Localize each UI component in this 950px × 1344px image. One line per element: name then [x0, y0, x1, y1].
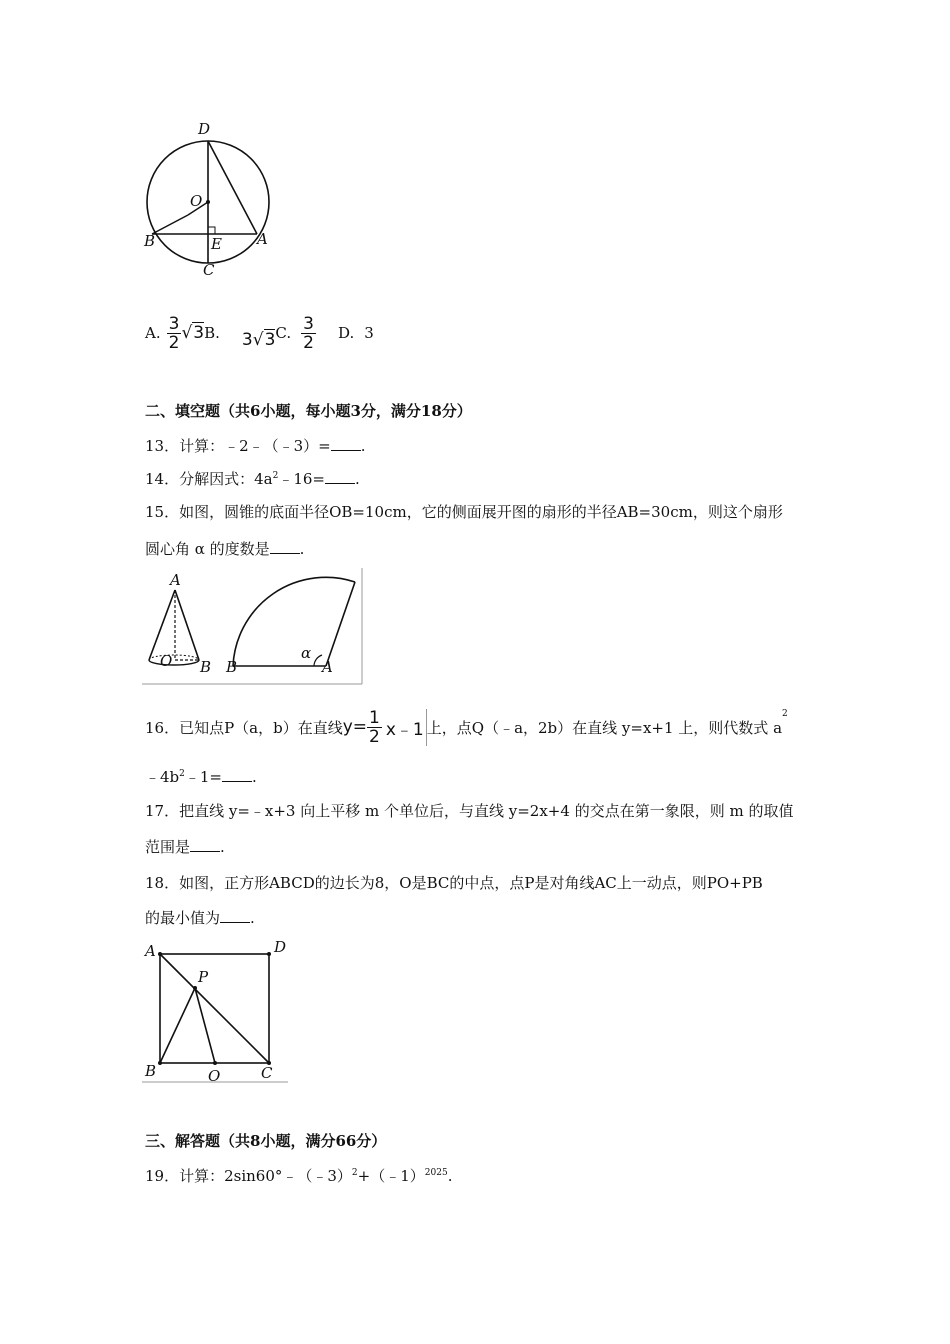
- q19-end: .: [447, 1167, 453, 1185]
- label-E: E: [211, 235, 222, 253]
- question-13: [145, 436, 366, 456]
- option-a-fraction: [167, 315, 182, 352]
- square-label-C: C: [261, 1064, 273, 1082]
- question-17-line2: [145, 837, 225, 857]
- option-b-value: 3√3: [241, 330, 276, 350]
- q12-options: [145, 312, 374, 354]
- label-C: C: [203, 261, 215, 279]
- q16-line2-post: ﹣1=: [184, 768, 223, 786]
- q16-mid: 上，点Q（﹣a，2b）在直线 y=x+1 上，则代数式 a: [426, 718, 783, 737]
- option-a-numerator: 3: [168, 313, 180, 334]
- q19-pre: 19．计算：2sin60°﹣（﹣3）: [145, 1167, 352, 1185]
- q19-sup1: 2: [351, 1168, 358, 1178]
- q15-blank: [270, 539, 300, 554]
- label-O: O: [190, 192, 203, 210]
- q19-sup2: 2025: [424, 1168, 448, 1178]
- q13-end: .: [360, 437, 366, 455]
- square-label-A: A: [145, 942, 156, 960]
- square-label-P: P: [198, 968, 209, 986]
- q19-mid: +（﹣1）: [357, 1167, 425, 1185]
- option-a-denominator: 2: [168, 332, 180, 353]
- q17-line2-text: 范围是: [145, 838, 191, 856]
- sector-label-alpha: α: [301, 644, 312, 662]
- square-label-B: B: [145, 1062, 157, 1080]
- q16-blank: [222, 767, 252, 782]
- cone-label-B: B: [200, 658, 212, 676]
- section3-heading: 三、解答题（共8小题，满分66分）: [145, 1132, 387, 1150]
- q16-pre: 16．已知点P（a，b）在直线: [145, 718, 343, 737]
- q18-end: .: [250, 909, 255, 927]
- q16-equation: [343, 709, 427, 746]
- q15-end: .: [299, 540, 305, 558]
- cone-label-A: A: [170, 571, 181, 589]
- option-a-radicand: 3: [193, 323, 205, 343]
- q13-text: 13．计算：﹣2﹣（﹣3）=: [145, 437, 331, 455]
- cone-sector-figure: [142, 568, 364, 686]
- option-c-numerator: 3: [303, 313, 314, 334]
- label-D: D: [198, 120, 211, 138]
- q16-sup2: 2: [179, 769, 185, 779]
- q16-line2-pre: ﹣4b: [145, 768, 180, 786]
- q16-eq-den: 2: [369, 726, 380, 747]
- q14-blank: [325, 469, 355, 484]
- q16-eq-num: 1: [369, 707, 380, 728]
- question-18-line1: 18．如图，正方形ABCD的边长为8，O是BC的中点，点P是对角线AC上一动点，则PO+PB: [145, 874, 763, 892]
- q14-sup: 2: [272, 471, 279, 481]
- option-c-label: C.: [275, 324, 292, 342]
- sector-label-B: B: [226, 658, 238, 676]
- question-16-line1: 16．已知点P（a，b）在直线 y= $\frac{1}{2}$ x﹣1 上，点Q（﹣a，2b）在直线 y=x+1 上，则代数式 a 2: [145, 707, 788, 747]
- q15-line2-text: 圆心角 α 的度数是: [145, 540, 270, 558]
- square-label-D: D: [274, 938, 287, 956]
- option-d-label: D.: [337, 324, 355, 342]
- label-A: A: [257, 230, 268, 248]
- question-19: [145, 1166, 452, 1186]
- q17-blank: [190, 837, 220, 852]
- question-17-line1: 17．把直线 y=﹣x+3 向上平移 m 个单位后，与直线 y=2x+4 的交点在第一象限，则 m 的取值: [145, 802, 794, 820]
- section2-heading: 二、填空题（共6小题，每小题3分，满分18分）: [145, 402, 472, 420]
- question-15-line1: 15．如图，圆锥的底面半径OB=10cm，它的侧面展开图的扇形的半径AB=30cm，则这个扇形: [145, 503, 783, 521]
- option-a-radical: √3: [181, 323, 205, 343]
- option-b-radicand: 3: [264, 330, 276, 350]
- question-14: [145, 469, 360, 489]
- q16-eq-tail: x﹣1: [385, 719, 424, 740]
- cone-label-O: O: [160, 652, 173, 670]
- square-label-O: O: [208, 1067, 221, 1084]
- circle-figure: [140, 118, 280, 283]
- sector-label-A: A: [322, 658, 333, 676]
- question-15-line2: [145, 539, 304, 559]
- q16-eq-fraction: [367, 709, 382, 746]
- option-a-label: A.: [145, 324, 161, 342]
- option-c-fraction: [301, 315, 316, 352]
- question-16-line2: [145, 767, 257, 787]
- option-d-value: 3: [364, 324, 374, 342]
- option-b-coef: 3: [241, 330, 253, 350]
- q16-eq-y: y=: [342, 717, 368, 737]
- question-18-line2: [145, 908, 255, 928]
- square-figure: [142, 936, 292, 1084]
- q14-post: ﹣16=: [278, 470, 325, 488]
- label-B: B: [144, 232, 156, 250]
- q14-end: .: [354, 470, 360, 488]
- option-b-label: B.: [204, 324, 220, 342]
- q17-end: .: [220, 838, 225, 856]
- q18-blank: [220, 908, 250, 923]
- q18-line2-text: 的最小值为: [145, 909, 221, 927]
- q14-pre: 14．分解因式：4a: [145, 470, 273, 488]
- option-c-denominator: 2: [303, 332, 314, 353]
- q13-blank: [331, 436, 361, 451]
- q16-end: .: [252, 768, 257, 786]
